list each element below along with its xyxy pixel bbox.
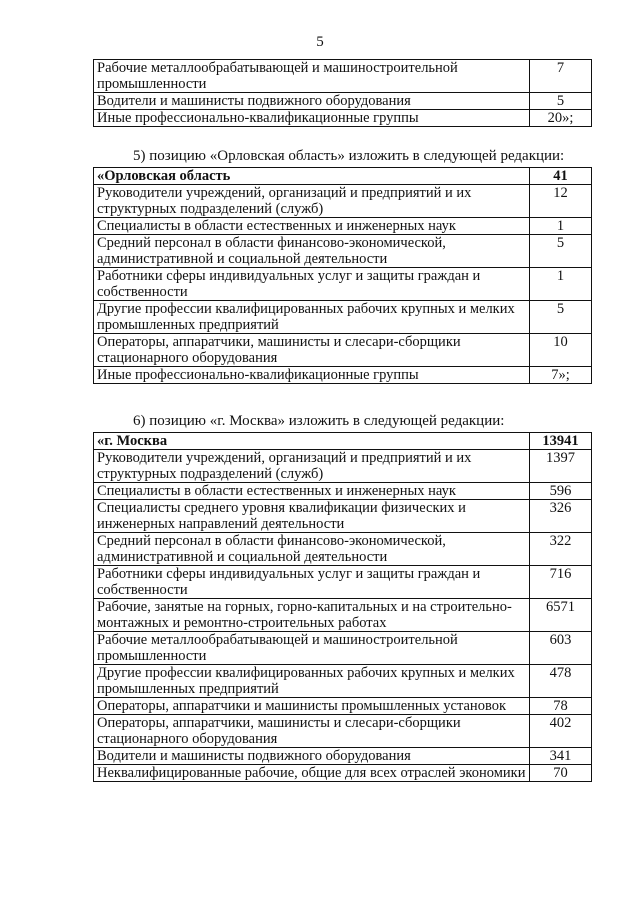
table-moscow	[93, 432, 592, 782]
row-value: 5	[530, 93, 592, 110]
row-value: 603	[530, 632, 592, 665]
row-label: Иные профессионально-квалификационные группы	[94, 110, 530, 127]
table-row	[94, 599, 592, 632]
region-total: 13941	[530, 433, 592, 450]
table-row	[94, 185, 592, 218]
row-value: 6571	[530, 599, 592, 632]
row-value: 341	[530, 748, 592, 765]
row-value: 7	[530, 60, 592, 93]
region-total: 41	[530, 168, 592, 185]
row-label: Рабочие, занятые на горных, горно-капитальных и на строительно-монтажных и ремонтно-строительных работах	[94, 599, 530, 632]
table-row	[94, 218, 592, 235]
row-value: 70	[530, 765, 592, 782]
row-value: 5	[530, 235, 592, 268]
region-name: «Орловская область	[94, 168, 530, 185]
table-row	[94, 698, 592, 715]
row-value: 596	[530, 483, 592, 500]
table-row	[94, 93, 592, 110]
row-label: Водители и машинисты подвижного оборудования	[94, 93, 530, 110]
table-header-row	[94, 433, 592, 450]
row-label: Операторы, аппаратчики, машинисты и слесари-сборщики стационарного оборудования	[94, 334, 530, 367]
row-label: Иные профессионально-квалификационные группы	[94, 367, 530, 384]
row-value: 5	[530, 301, 592, 334]
row-label: Другие профессии квалифицированных рабочих крупных и мелких промышленных предприятий	[94, 301, 530, 334]
row-label: Операторы, аппаратчики и машинисты промышленных установок	[94, 698, 530, 715]
row-label: Водители и машинисты подвижного оборудования	[94, 748, 530, 765]
table-row	[94, 268, 592, 301]
table-row	[94, 632, 592, 665]
row-label: Рабочие металлообрабатывающей и машиностроительной промышленности	[94, 60, 530, 93]
table-row	[94, 500, 592, 533]
row-label: Специалисты среднего уровня квалификации физических и инженерных направлений деятельности	[94, 500, 530, 533]
row-value: 716	[530, 566, 592, 599]
table-orel	[93, 167, 592, 384]
table-row	[94, 748, 592, 765]
table-row	[94, 665, 592, 698]
table-row	[94, 483, 592, 500]
row-value: 478	[530, 665, 592, 698]
section-5-caption: 5) позицию «Орловская область» изложить в следующей редакции:	[133, 148, 565, 164]
region-name: «г. Москва	[94, 433, 530, 450]
row-value: 12	[530, 185, 592, 218]
table-row	[94, 334, 592, 367]
table-row	[94, 235, 592, 268]
section-6-caption: 6) позицию «г. Москва» изложить в следующей редакции:	[133, 413, 505, 429]
row-value: 402	[530, 715, 592, 748]
row-value: 1397	[530, 450, 592, 483]
row-label: Специалисты в области естественных и инженерных наук	[94, 483, 530, 500]
row-value: 1	[530, 268, 592, 301]
table-row	[94, 367, 592, 384]
row-value: 326	[530, 500, 592, 533]
row-value: 10	[530, 334, 592, 367]
row-label: Работники сферы индивидуальных услуг и защиты граждан и собственности	[94, 566, 530, 599]
row-value: 20»;	[530, 110, 592, 127]
row-label: Средний персонал в области финансово-экономической, административной и социальной деятельности	[94, 533, 530, 566]
row-label: Работники сферы индивидуальных услуг и защиты граждан и собственности	[94, 268, 530, 301]
row-value: 1	[530, 218, 592, 235]
row-label: Неквалифицированные рабочие, общие для всех отраслей экономики	[94, 765, 530, 782]
row-label: Другие профессии квалифицированных рабочих крупных и мелких промышленных предприятий	[94, 665, 530, 698]
row-label: Руководители учреждений, организаций и предприятий и их структурных подразделений (служб)	[94, 450, 530, 483]
table-header-row	[94, 168, 592, 185]
row-label: Специалисты в области естественных и инженерных наук	[94, 218, 530, 235]
table-row	[94, 60, 592, 93]
table-row	[94, 110, 592, 127]
page-number: 5	[316, 34, 324, 50]
row-label: Рабочие металлообрабатывающей и машиностроительной промышленности	[94, 632, 530, 665]
table-row	[94, 301, 592, 334]
row-value: 78	[530, 698, 592, 715]
row-label: Операторы, аппаратчики, машинисты и слесари-сборщики стационарного оборудования	[94, 715, 530, 748]
table-row	[94, 450, 592, 483]
table-row	[94, 715, 592, 748]
row-value: 7»;	[530, 367, 592, 384]
table-row	[94, 533, 592, 566]
row-label: Руководители учреждений, организаций и предприятий и их структурных подразделений (служб)	[94, 185, 530, 218]
row-label: Средний персонал в области финансово-экономической, административной и социальной деятельности	[94, 235, 530, 268]
table-continuation	[93, 59, 592, 127]
table-row	[94, 765, 592, 782]
row-value: 322	[530, 533, 592, 566]
table-row	[94, 566, 592, 599]
